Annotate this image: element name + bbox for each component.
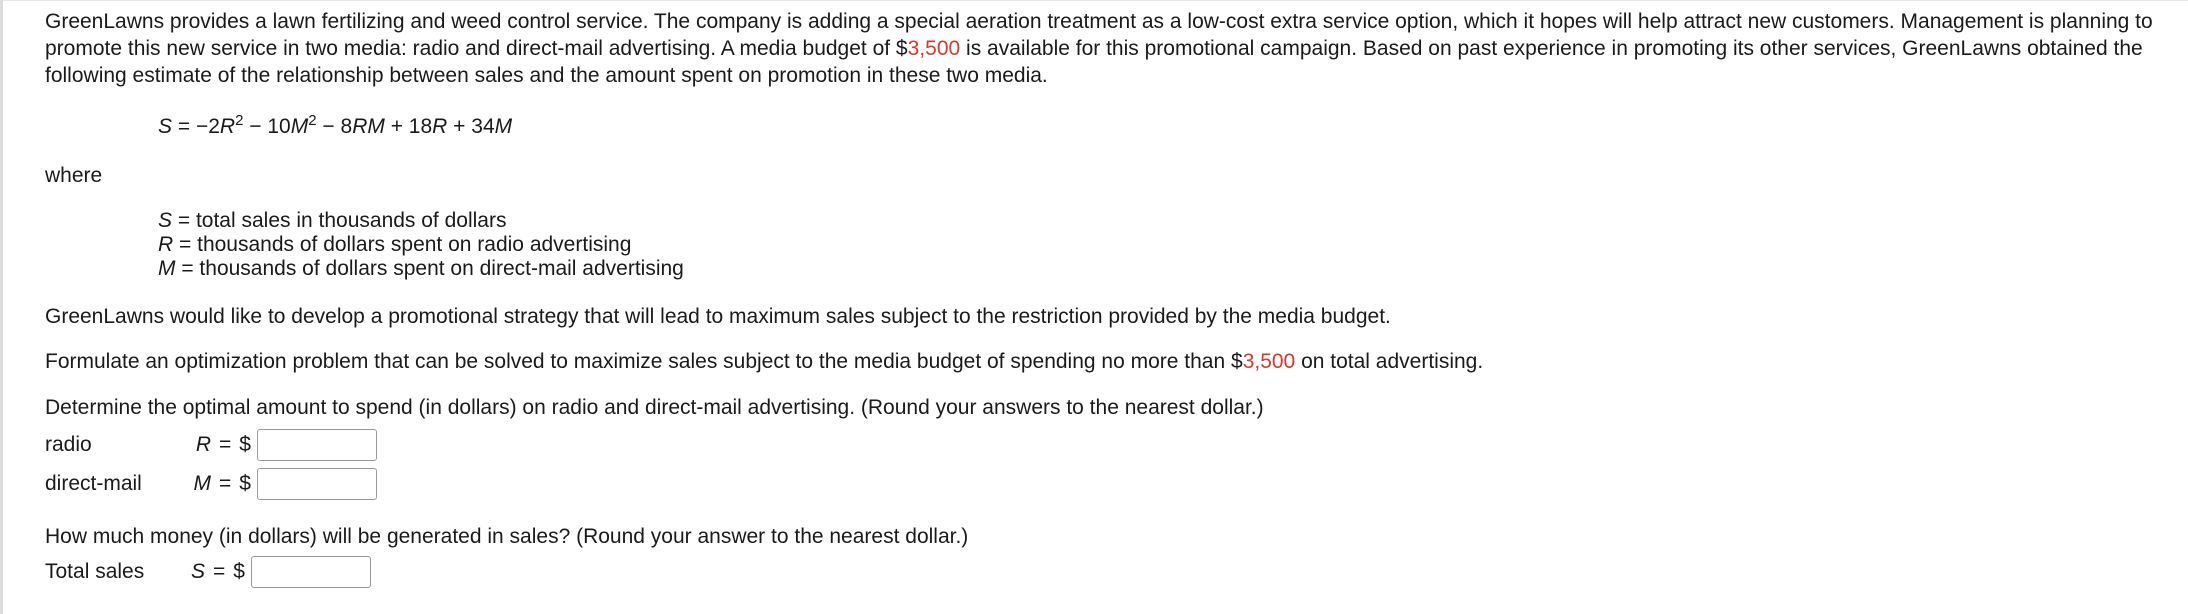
eq-term-5: + 34: [447, 115, 495, 138]
answer-var: S: [190, 560, 205, 583]
eq-term-2: − 10: [243, 115, 291, 138]
answer-row-radio: [45, 425, 2175, 464]
definition-text: = thousands of dollars spent on radio advertising: [173, 233, 632, 256]
radio-answer-input[interactable]: [257, 429, 377, 461]
eq-exponent-1: 2: [235, 112, 244, 129]
sales-question: How much money (in dollars) will be generated in sales? (Round your answer to the nearest dollar.): [45, 525, 969, 548]
eq-var-m-linear: M: [494, 115, 513, 138]
eq-var-s: S: [158, 115, 173, 138]
answer-equals: =: [219, 472, 232, 495]
answer-row-direct-mail: [45, 464, 2175, 503]
direct-mail-answer-input[interactable]: [257, 468, 377, 500]
definition-var: S: [158, 209, 173, 232]
sales-equation: [45, 113, 2175, 140]
budget-value: 3,500: [907, 37, 961, 60]
formulate-budget-value: 3,500: [1242, 350, 1296, 373]
variable-definitions: [45, 209, 2175, 281]
definition-var: M: [158, 257, 176, 280]
formulate-text-2: on total advertising.: [1295, 350, 1484, 373]
eq-var-m: M: [290, 115, 309, 138]
determine-paragraph: Determine the optimal amount to spend (in dollars) on radio and direct-mail advertising. (Round your answers to the nearest dollar.): [45, 396, 1264, 419]
eq-var-r: R: [219, 115, 236, 138]
answer-equals: =: [219, 433, 232, 456]
formulate-text-1: Formulate an optimization problem that can be solved to maximize sales subject to the media budget of spending no more than $: [45, 350, 1243, 373]
answer-label: radio: [45, 433, 92, 456]
dollar-sign: $: [239, 472, 251, 495]
where-label: where: [45, 164, 103, 187]
total-sales-answer-input[interactable]: [251, 556, 371, 588]
intro-paragraph: [45, 8, 2175, 89]
eq-term-4: + 18: [384, 115, 433, 138]
eq-term-3: − 8: [316, 115, 353, 138]
dollar-sign: $: [233, 560, 245, 583]
problem-content: [45, 8, 2175, 591]
definition-text: = total sales in thousands of dollars: [172, 209, 507, 232]
answer-label: direct-mail: [45, 472, 142, 495]
eq-var-rm: RM: [352, 115, 385, 138]
answer-label: Total sales: [45, 560, 145, 583]
intro-text-1: GreenLawns provides a lawn fertilizing and weed control service. The company is adding a special aeration treatment as a low-cost extra service option, which it hopes will help attract new customers. Management is planning to promote this new service in two media: radio and direct-mail advertising. A media budget of $: [45, 10, 2153, 60]
definition-var: R: [158, 233, 174, 256]
answer-var: M: [193, 472, 211, 495]
answer-var: R: [195, 433, 211, 456]
definition-text: = thousands of dollars spent on direct-mail advertising: [175, 257, 684, 280]
definition-s: [158, 209, 2175, 233]
eq-term-1: = −2: [172, 115, 220, 138]
strategy-paragraph: GreenLawns would like to develop a promotional strategy that will lead to maximum sales subject to the restriction provided by the media budget.: [45, 305, 1391, 328]
answer-equals: =: [213, 560, 226, 583]
answer-row-total-sales: [45, 552, 2175, 591]
formulate-paragraph: [45, 348, 2175, 375]
definition-m: [158, 257, 2175, 281]
intro-text-2: is available for this promotional campaign. Based on past experience in promoting its other services, GreenLawns obtained the following estimate of the relationship between sales and the amount spent on promotion in these two media.: [45, 37, 2143, 87]
eq-var-r-linear: R: [432, 115, 448, 138]
dollar-sign: $: [239, 433, 251, 456]
eq-exponent-2: 2: [308, 112, 317, 129]
definition-r: [158, 233, 2175, 257]
